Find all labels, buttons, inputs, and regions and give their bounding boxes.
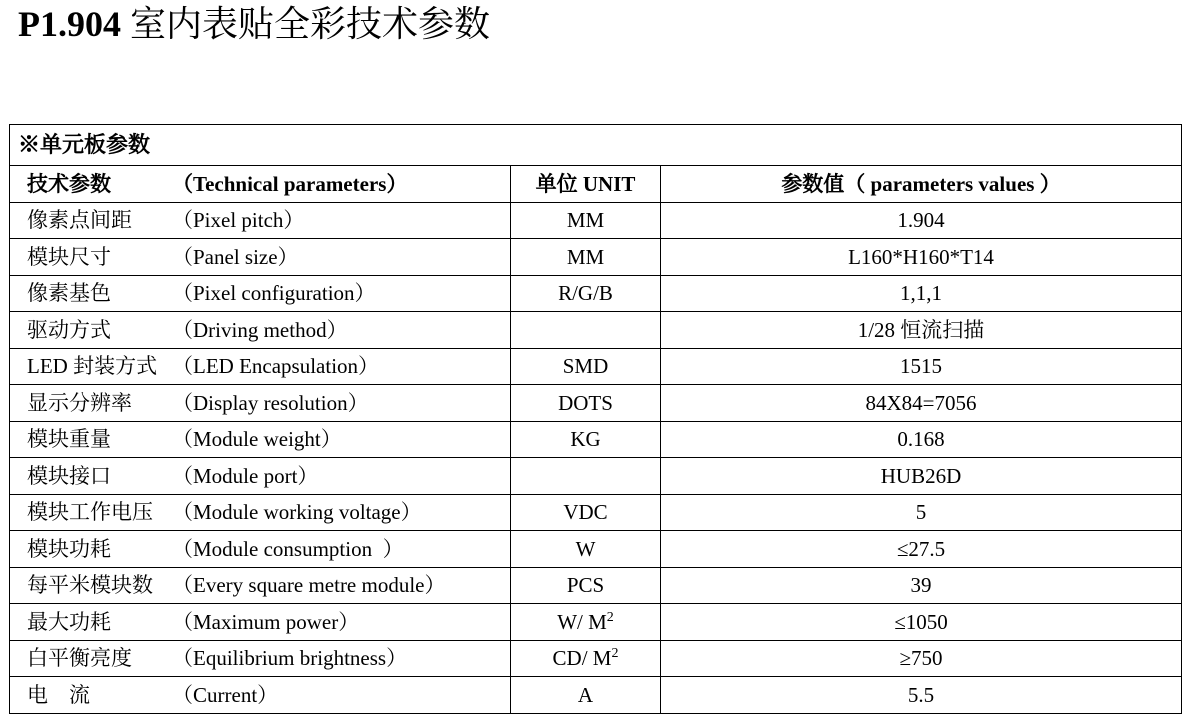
param-unit-superscript: 2 [606, 609, 614, 625]
param-unit [511, 275, 661, 312]
param-unit-text: PCS [566, 573, 605, 598]
param-unit [511, 202, 661, 239]
param-name-zh: 每平米模块数 [27, 573, 153, 598]
param-name-en: （Current） [172, 682, 279, 707]
table-row [10, 385, 1182, 422]
document-title-code: P1.904 [18, 4, 121, 44]
param-value: ≤1050 [661, 604, 1182, 641]
param-name-zh: 电 流 [27, 682, 90, 707]
param-name-en: （Panel size） [172, 244, 299, 269]
param-name-en: （Pixel configuration） [172, 281, 376, 306]
param-name-cell [10, 640, 511, 677]
param-name-zh: 显示分辨率 [27, 390, 132, 415]
param-value: 5 [661, 494, 1182, 531]
param-value: 0.168 [661, 421, 1182, 458]
param-name-en: （Module consumption ） [172, 536, 404, 561]
param-unit-superscript: 2 [611, 646, 619, 662]
param-unit [511, 531, 661, 568]
param-name-zh: 最大功耗 [27, 609, 111, 634]
param-unit-text: MM [566, 208, 605, 233]
param-name-zh: 像素点间距 [27, 208, 132, 233]
param-name-cell [10, 677, 511, 714]
param-value: ≥750 [661, 640, 1182, 677]
header-param-zh: 技术参数 [27, 171, 111, 196]
param-name-zh: 驱动方式 [27, 317, 111, 342]
param-name-cell [10, 604, 511, 641]
table-row [10, 640, 1182, 677]
param-value: 1/28 恒流扫描 [661, 312, 1182, 349]
param-value: 1.904 [661, 202, 1182, 239]
param-name-en: （Equilibrium brightness） [172, 646, 408, 671]
table-row [10, 604, 1182, 641]
table-row [10, 348, 1182, 385]
param-unit [511, 640, 661, 677]
table-row [10, 312, 1182, 349]
param-unit-text: DOTS [558, 390, 613, 415]
header-param-en: （Technical parameters） [172, 171, 408, 196]
param-value: ≤27.5 [661, 531, 1182, 568]
param-name-cell [10, 348, 511, 385]
document-title-text: 室内表贴全彩技术参数 [130, 4, 491, 44]
param-name-en: （Driving method） [172, 317, 348, 342]
param-unit [511, 494, 661, 531]
param-unit-text: R/G/B [558, 281, 613, 306]
section-title-row [10, 125, 1182, 166]
param-value: L160*H160*T14 [661, 239, 1182, 276]
spec-table [9, 124, 1182, 714]
param-name-en: （Maximum power） [172, 609, 360, 634]
param-unit [511, 677, 661, 714]
section-title: ※单元板参数 [10, 125, 1182, 166]
param-name-zh: LED 封装方式 [27, 354, 158, 379]
param-name-en: （Module port） [172, 463, 319, 488]
param-unit [511, 567, 661, 604]
table-row [10, 567, 1182, 604]
param-name-cell [10, 202, 511, 239]
table-row [10, 677, 1182, 714]
param-name-cell [10, 567, 511, 604]
param-unit-text: MM [566, 244, 605, 269]
param-name-zh: 模块功耗 [27, 536, 111, 561]
param-unit-text: VDC [563, 500, 608, 525]
table-row [10, 531, 1182, 568]
param-unit [511, 421, 661, 458]
param-name-en: （Display resolution） [172, 390, 369, 415]
param-value: 39 [661, 567, 1182, 604]
table-row [10, 458, 1182, 495]
header-param-cell [10, 166, 511, 203]
param-value: 5.5 [661, 677, 1182, 714]
param-value: HUB26D [661, 458, 1182, 495]
table-row [10, 202, 1182, 239]
param-name-cell [10, 275, 511, 312]
param-unit-text: SMD [562, 354, 609, 379]
param-name-cell [10, 312, 511, 349]
param-value: 1,1,1 [661, 275, 1182, 312]
param-name-en: （Module weight） [172, 427, 342, 452]
table-header-row [10, 166, 1182, 203]
table-row [10, 275, 1182, 312]
param-name-en: （Pixel pitch） [172, 208, 305, 233]
param-unit [511, 312, 661, 349]
param-unit [511, 348, 661, 385]
param-name-zh: 模块工作电压 [27, 500, 153, 525]
param-name-cell [10, 421, 511, 458]
param-value: 1515 [661, 348, 1182, 385]
header-value: 参数值（ parameters values ） [661, 166, 1182, 203]
param-name-cell [10, 458, 511, 495]
table-row [10, 494, 1182, 531]
param-name-zh: 模块接口 [27, 463, 111, 488]
param-name-zh: 模块尺寸 [27, 244, 111, 269]
param-unit-text: A [577, 682, 594, 707]
param-unit-text: CD/ M [552, 646, 612, 671]
param-name-cell [10, 494, 511, 531]
param-unit [511, 458, 661, 495]
param-name-cell [10, 239, 511, 276]
param-unit-text: W [575, 536, 596, 561]
param-name-zh: 白平衡亮度 [27, 646, 132, 671]
param-name-en: （LED Encapsulation） [172, 354, 380, 379]
param-name-en: （Every square metre module） [172, 573, 446, 598]
param-name-cell [10, 385, 511, 422]
header-unit: 单位 UNIT [511, 166, 661, 203]
param-name-cell [10, 531, 511, 568]
param-name-zh: 像素基色 [27, 281, 111, 306]
param-name-zh: 模块重量 [27, 427, 111, 452]
table-row [10, 239, 1182, 276]
table-row [10, 421, 1182, 458]
param-unit-text: KG [570, 427, 601, 452]
document-title [18, 2, 490, 46]
param-value: 84X84=7056 [661, 385, 1182, 422]
param-name-en: （Module working voltage） [172, 500, 422, 525]
param-unit [511, 385, 661, 422]
param-unit-text: W/ M [557, 609, 607, 634]
param-unit [511, 239, 661, 276]
param-unit [511, 604, 661, 641]
